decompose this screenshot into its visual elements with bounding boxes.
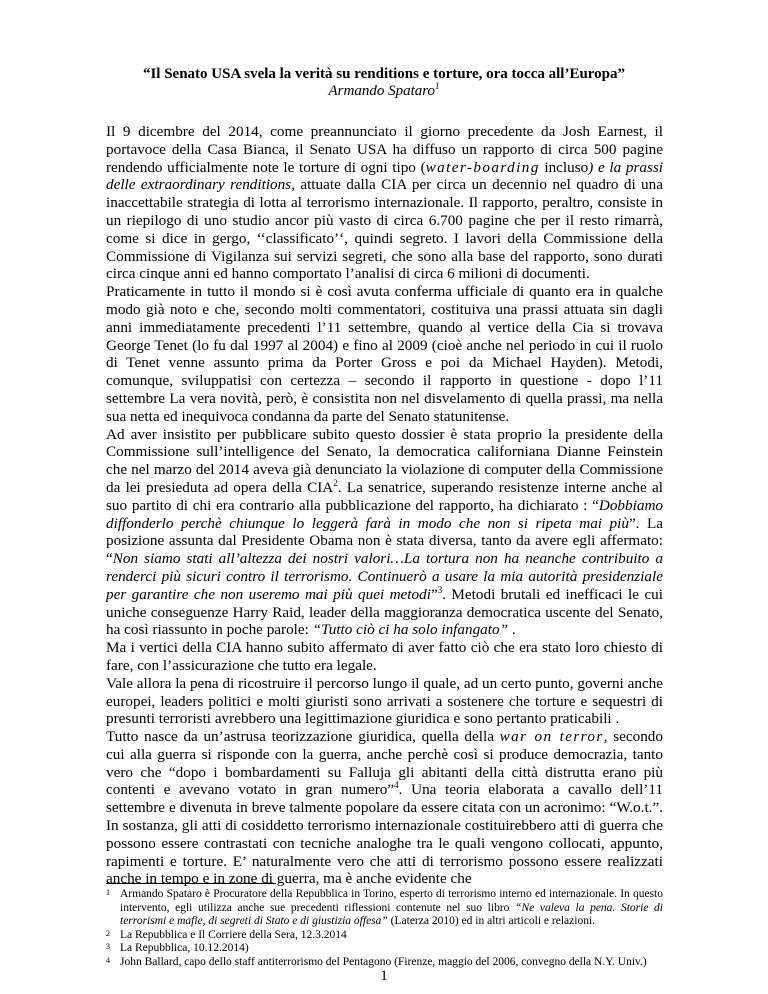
paragraph-4: Ma i vertici della CIA hanno subito affermato di aver fatto ciò che era stato loro chiesto di fare, con l’assicurazione che tutto era legale.: [106, 639, 663, 674]
footnote-ref-3[interactable]: 3: [437, 584, 443, 595]
article-header: [0, 66, 768, 100]
article-author: [0, 83, 768, 100]
text-run: incluso: [539, 158, 589, 176]
text-run: Il 9 dicembre del 2014, come preannunciato il giorno precedente da Josh Earnest, il portavoce della Casa Bianca, il Senato USA ha diffuso un rapporto di circa 500 pagine rendendo ufficialmente note le torture di ogni tipo (: [106, 123, 663, 176]
text-run: Armando Spataro è Procuratore della Repubblica in Torino, esperto di terrorismo interno ed internazionale. In questo intervento, egli utilizza anche sue precedenti riflessioni contenute nel suo libro: [120, 888, 663, 914]
footnote-text: John Ballard, capo dello staff antiterrorismo del Pentagono (Firenze, maggio del 2006, convegno della N.Y. Univ.): [120, 955, 647, 968]
quotation: Non siamo stati all’altezza dei nostri valori…La tortura non ha neanche contribuito a renderci più sicuri contro il terrorismo. Continuerò a usare la mia autorità presidenziale per garantire che non useremo mai più quei metodi: [106, 550, 663, 603]
italic-term: water-boarding: [425, 158, 540, 176]
text-run: Tutto nasce da un’astrusa teorizzazione giuridica, quella della: [106, 728, 500, 746]
footnote-ref-1[interactable]: 1: [435, 81, 440, 91]
article-body: [106, 123, 663, 888]
footnote-number: 1: [106, 888, 110, 897]
text-run: ”: [430, 585, 438, 603]
italic-term: war on terror: [499, 728, 604, 746]
paragraph-3: [106, 426, 663, 640]
footnote-1: [106, 888, 663, 929]
footnote-text: [120, 888, 663, 929]
text-run: ”. La posizione assunta dal Presidente Obama non è stata diversa, tanto da avere egli affermato: “: [106, 514, 663, 568]
paragraph-5: Vale allora la pena di ricostruire il percorso lungo il quale, ad un certo punto, governi anche europei, leaders politici e molti giuristi sono arrivati a sostenere che torture e sequestri di presunti terroristi avrebbero una legittimazione giuridica e sono pertanto praticabili .: [106, 674, 663, 728]
footnote-ref-4[interactable]: 4: [394, 780, 399, 791]
text-run: . Una teoria elaborata a cavallo dell’11 settembre e divenuta in breve talmente popolare da essere citata con un acronimo: “W.o.t.”. In sostanza, gli atti di cosiddetto terrorismo internazionale costituirebbero atti di guerra che possono essere contrastati con tecniche analoghe tra le quali vengono collocati, appunto, rapimenti e torture. E’ naturalmente vero che atti di terrorismo possono essere realizzati anche in tempo e in zone di guerra, ma è anche evidente che: [106, 781, 663, 888]
text-run: , secondo cui alla guerra si risponde con la guerra, anche perchè così si produce democrazia, tanto vero che “dopo i bombardamenti su Falluja gli abitanti della città distrutta erano più contenti e avevano votato in gran numero”: [106, 728, 663, 799]
quotation: “Tutto ciò ci ha solo infangato”: [312, 621, 509, 639]
footnote-text: La Repubblica e Il Corriere della Sera, 12.3.2014: [120, 928, 347, 941]
text-run: .: [508, 621, 516, 639]
footnote-ref-2[interactable]: 2: [333, 477, 338, 488]
footnote-text: La Repubblica, 10.12.2014): [120, 942, 249, 954]
paragraph-1: [106, 123, 663, 283]
footnote-3: [106, 942, 663, 956]
footnote-number: 3: [106, 942, 110, 951]
footnote-separator: [106, 883, 276, 884]
italic-term: extraordinary renditions: [140, 176, 292, 194]
footnotes: [106, 888, 663, 969]
page-number: 1: [380, 968, 388, 984]
footnote-number: 4: [106, 955, 110, 965]
text-run: (Laterza 2010) ed in altri articoli e relazioni.: [387, 915, 596, 927]
quotation: Dobbiamo diffonderlo perchè chiunque lo leggerà farà in modo che non si ripeta mai più: [106, 496, 663, 532]
paragraph-2: Praticamente in tutto il mondo si è così avuta conferma ufficiale di quanto era in qualche modo già noto e che, secondo molti commentatori, costituiva una prassi attuata sin dagli anni immediatamente precedenti l’11 settembre, quando al vertice della Cia si trovava George Tenet (lo fu dal 1997 al 2004) e fino al 2009 (cioè anche nel periodo in cui il ruolo di Tenet venne assunto prima da Porter Gross e poi da Michael Hayden). Metodi, comunque, sviluppatisi con certezza – secondo il rapporto in questione - dopo l’11 settembre La vera novità, però, è consistita non nel disvelamento di quella prassi, ma nella sua netta ed inequivoca condanna da parte del Senato statunitense.: [106, 283, 663, 425]
paragraph-6: [106, 728, 663, 888]
author-name: Armando Spataro: [328, 83, 436, 99]
book-title: “Ne valeva la pena. Storie di terrorismi e mafie, di segreti di Stato e di giustizia offesa”: [120, 901, 663, 927]
text-run: . La senatrice, superando resistenze interne anche al suo partito di chi era contrario alla pubblicazione del rapporto, ha dichiarato : “: [106, 478, 663, 514]
article-title: “Il Senato USA svela la verità su renditions e torture, ora tocca all’Europa”: [142, 66, 626, 82]
footnote-2: [106, 929, 663, 943]
italic-run: ) e la prassi delle: [106, 158, 664, 194]
text-run: Ad aver insistito per pubblicare subito questo dossier è stata proprio la presidente della Commissione sull’intelligence del Senato, la democratica californiana Dianne Feinstein che nel marzo del 2014 aveva già denunciato la violazione di computer della Commissione da lei presieduta ad opera della CIA: [106, 425, 663, 496]
text-run: . Metodi brutali ed inefficaci le cui uniche conseguenze Harry Raid, leader della maggioranza democratica uscente del Senato, ha così riassunto in poche parole:: [106, 585, 663, 639]
footnote-number: 2: [106, 928, 110, 938]
footnote-4: [106, 956, 663, 970]
text-run: , attuate dalla CIA per circa un decennio nel quadro di una inaccettabile strategia di lotta al terrorismo internazionale. Il rapporto, peraltro, consiste in un riepilogo di uno studio ancor più vasto di circa 6.700 pagine che per il resto rimarrà, come si dice in gergo, ‘‘classificato’‘, quindi segreto. I lavori della Commissione della Commissione di Vigilanza sui servizi segreti, che sono alla base del rapporto, sono durati circa cinque anni ed hanno comportato l’analisi di circa 6 milioni di documenti.: [106, 176, 663, 283]
